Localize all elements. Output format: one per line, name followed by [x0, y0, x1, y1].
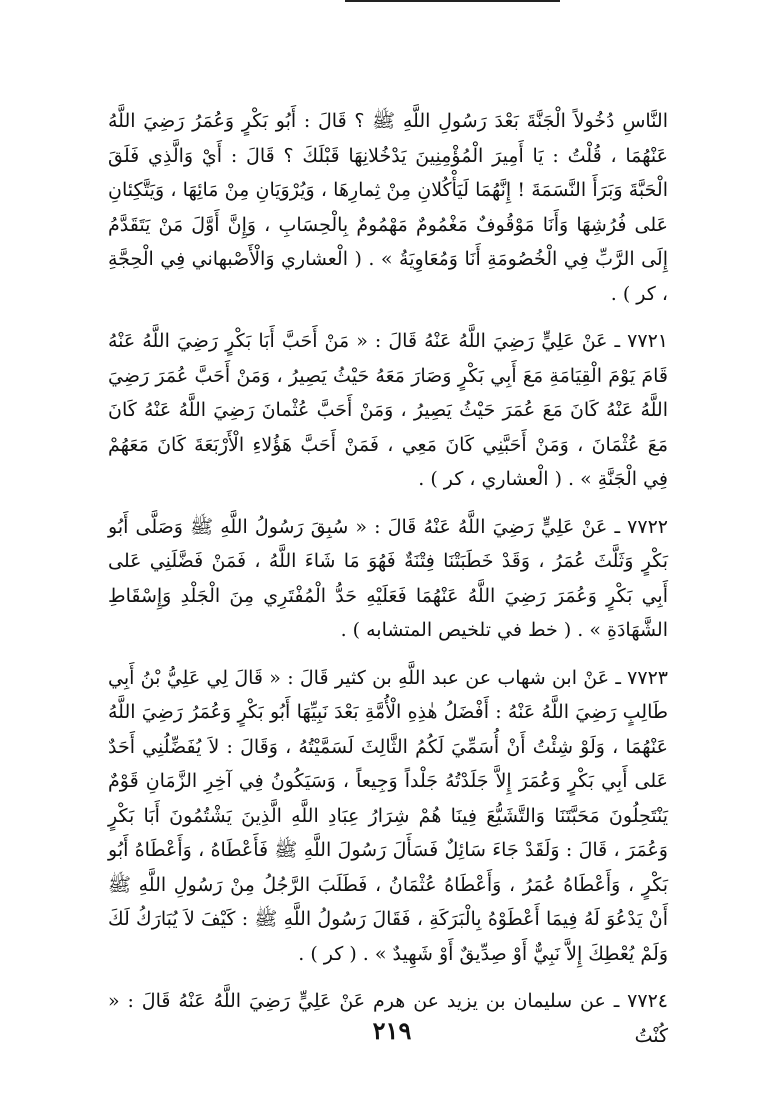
page-number: ٢١٩ — [372, 1016, 412, 1045]
hadith-7721: ٧٧٢١ ـ عَنْ عَلِيٍّ رَضِيَ اللَّهُ عَنْهُ قَالَ : « مَنْ أَحَبَّ أَبَا بَكْرٍ رَضِيَ اللَّهُ عَنْهُ قَامَ يَوْمَ الْقِيَامَةِ مَعَ أَبِي بَكْرٍ وَصَارَ مَعَهُ حَيْثُ يَصِيرُ ، وَمَنْ أَحَبَّ عُمَرَ رَضِيَ اللَّهُ عَنْهُ كَانَ مَعَ عُمَرَ حَيْثُ يَصِيرُ ، وَمَنْ أَحَبَّ عُثْمانَ رَضِيَ اللَّهُ عَنْهُ كَانَ مَعَ عُثْمَانَ ، وَمَنْ أَحَبَّنِي كَانَ مَعِي ، فَمَنْ أَحَبَّ هَؤُلاءِ الْأَرْبَعَةَ كَانَ مَعَهُمْ فِي الْجَنَّةِ » . ( الْعشاري ، كر ) . — [108, 330, 668, 490]
paragraph-gap — [108, 311, 668, 324]
hadith-7722: ٧٧٢٢ ـ عَنْ عَلِيٍّ رَضِيَ اللَّهُ عَنْهُ قَالَ : « سُبِقَ رَسُولُ اللَّهِ ﷺ وَصَلَّى أَبُو بَكْرٍ وَثَلَّثَ عُمَرُ ، وَقَدْ خَطَبَتْنَا فِتْنَةٌ فَهُوَ مَا شَاءَ اللَّهُ ، فَمَنْ فَضَّلَنِي عَلى أَبِي بَكْرٍ وَعُمَرَ رَضِيَ اللَّهُ عَنْهُمَا فَعَلَيْهِ حَدُّ الْمُفْتَرِي مِنَ الْجَلْدِ وَإِسْقَاطِ الشَّهَادَةِ » . ( خط في تلخيص المتشابه ) . — [108, 515, 668, 641]
hadith-7724: ٧٧٢٤ ـ عن سليمان بن يزيد عن هرم عَنْ عَلِيٍّ رَضِيَ اللَّهُ عَنْهُ قَالَ : « كُنْتُ — [108, 990, 668, 1047]
paragraph-gap — [108, 497, 668, 510]
page-body — [108, 104, 668, 1053]
paragraph-continuation: النَّاسِ دُخُولاً الْجَنَّةَ بَعْدَ رَسُولِ اللَّهِ ﷺ ؟ قَالَ : أَبُو بَكْرٍ وَعُمَرُ رَضِيَ اللَّهُ عَنْهُمَا ، قُلْتُ : يَا أَمِيرَ الْمُؤْمِنِينَ يَدْخُلانِهَا قَبْلَكَ ؟ قَالَ : أَيْ وَالَّذِي فَلَقَ الْحَبَّةَ وَبَرَأَ النَّسَمَةَ ! إِنَّهُمَا لَيَأْكُلانِ مِنْ ثِمارِهَا ، وَيُرْوَيَانِ مِنْ مَائِهَا ، وَيَتَّكِئانِ عَلى فُرُشِهَا وَأَنَا مَوْقُوفٌ مَغْمُومٌ مَهْمُومٌ بِالْحِسَابِ ، وَإِنَّ أَوَّلَ مَنْ يَتَقَدَّمُ إِلَى الرَّبِّ فِي الْخُصُومَةِ أَنَا وَمُعَاوِيَةُ » . ( الْعشاري وَالْأَصْبهاني فِي الْحِجَّةِ ، كر ) . — [108, 110, 668, 305]
paragraph-gap — [108, 971, 668, 984]
top-rule-line — [345, 0, 560, 2]
paragraph-gap — [108, 648, 668, 661]
hadith-7723: ٧٧٢٣ ـ عَنْ ابن شهاب عن عبد اللَّهِ بن كثير قَالَ : « قَالَ لِي عَلِيُّ بْنُ أَبِي طَالِبٍ رَضِيَ اللَّهُ عَنْهُ : أَفْضَلُ هٰذِهِ الْأُمَّةِ بَعْدَ نَبِيِّهَا أَبُو بَكْرٍ وَعُمَرُ رَضِيَ اللَّهُ عَنْهُمَا ، وَلَوْ شِئْتُ أَنْ أُسَمِّيَ لَكُمُ الثَّالِثَ لَسَمَّيْتُهُ ، وَقَالَ : لاَ يُفَضِّلُنِي أَحَدٌ عَلى أَبِي بَكْرٍ وَعُمَرَ إِلاَّ جَلَدْتُهُ جَلْداً وَجِيعاً ، وَسَيَكُونُ فِي آخِرِ الزَّمَانِ قَوْمٌ يَنْتَحِلُونَ مَحَبَّتَنَا وَالتَّشَيُّعَ فِينَا هُمْ شِرَارُ عِبَادِ اللَّهِ الَّذِينَ يَشْتُمُونَ أَبَا بَكْرٍ وَعُمَرَ ، قَالَ : وَلَقَدْ جَاءَ سَائِلٌ فَسَأَلَ رَسُولَ اللَّهِ ﷺ فَأَعْطَاهُ ، وَأَعْطَاهُ أَبُو بَكْرٍ ، وَأَعْطَاهُ عُمَرُ ، وَأَعْطَاهُ عُثْمَانُ ، فَطَلَبَ الرَّجُلُ مِنْ رَسُولِ اللَّهِ ﷺ أَنْ يَدْعُوَ لَهُ فِيمَا أَعْطَوْهُ بِالْبَرَكَةِ ، فَقَالَ رَسُولُ اللَّهِ ﷺ : كَيْفَ لاَ يُبَارَكُ لَكَ وَلَمْ يُعْطِكَ إِلاَّ نَبِيٌّ أَوْ صِدِّيقٌ أَوْ شَهِيدٌ » . ( كر ) . — [108, 666, 668, 965]
